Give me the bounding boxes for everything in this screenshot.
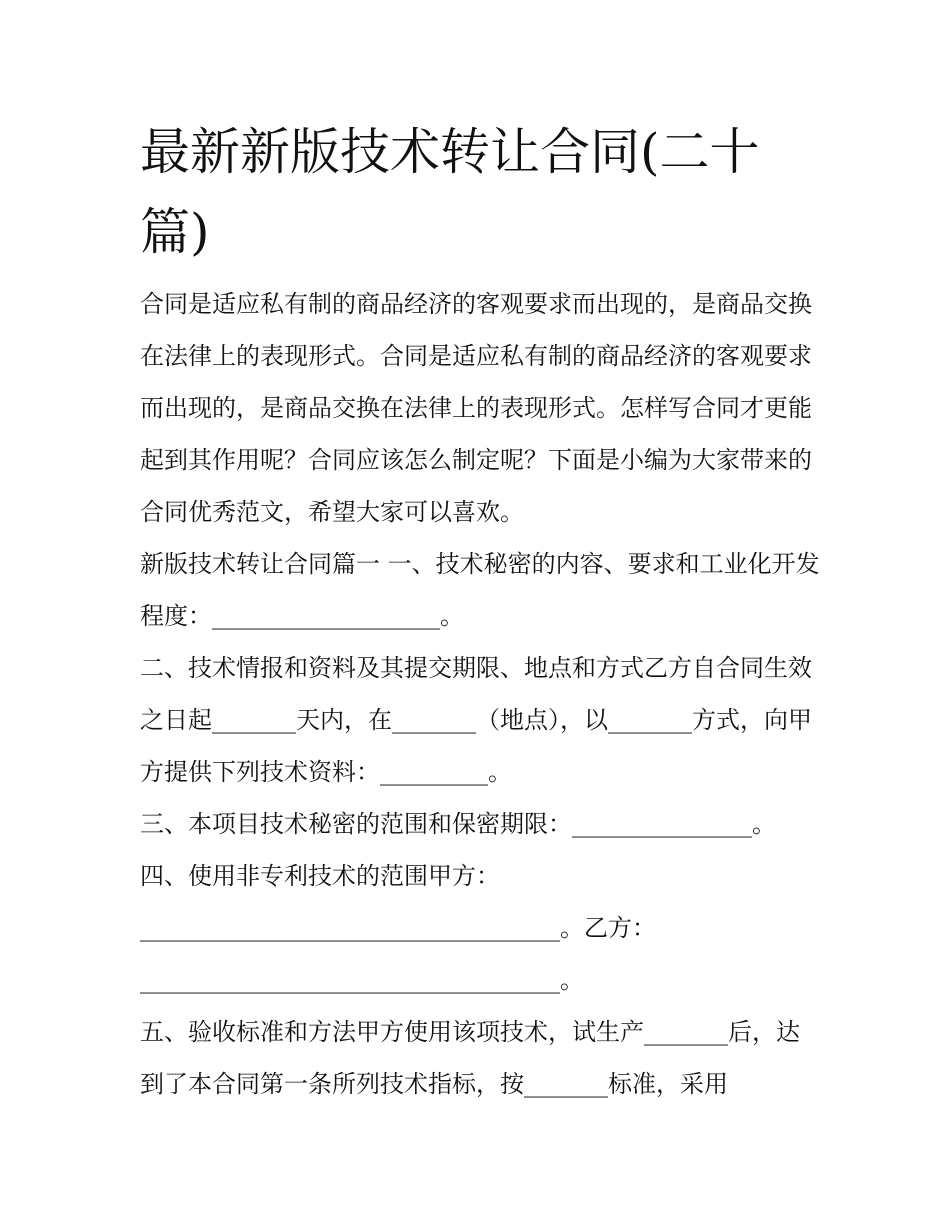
section-paragraph-3: 三、本项目技术秘密的范围和保密期限：_______________。 (140, 810, 776, 838)
intro-paragraph: 合同是适应私有制的商品经济的客观要求而出现的，是商品交换在法律上的表现形式。合同是适应私有制的商品经济的客观要求而出现的，是商品交换在法律上的表现形式。怎样写合同才更能起到其作用呢？合同应该怎么制定呢？下面是小编为大家带来的合同优秀范文，希望大家可以喜欢。 (140, 290, 812, 526)
document-title: 最新新版技术转让合同(二十篇) (140, 123, 760, 261)
document-body (140, 278, 820, 1110)
section-paragraph-4: 四、使用非专利技术的范围甲方：___________________________________。乙方：___________________________________。 (140, 862, 656, 994)
section-paragraph-1: 新版技术转让合同篇一 一、技术秘密的内容、要求和工业化开发程度：___________________。 (140, 550, 820, 630)
section-paragraph-5: 五、验收标准和方法甲方使用该项技术，试生产_______后，达到了本合同第一条所列技术指标，按_______标准，采用 (140, 1018, 800, 1098)
section-paragraph-2: 二、技术情报和资料及其提交期限、地点和方式乙方自合同生效之日起_______天内，在_______（地点），以_______方式，向甲方提供下列技术资料：_________。 (140, 654, 812, 786)
